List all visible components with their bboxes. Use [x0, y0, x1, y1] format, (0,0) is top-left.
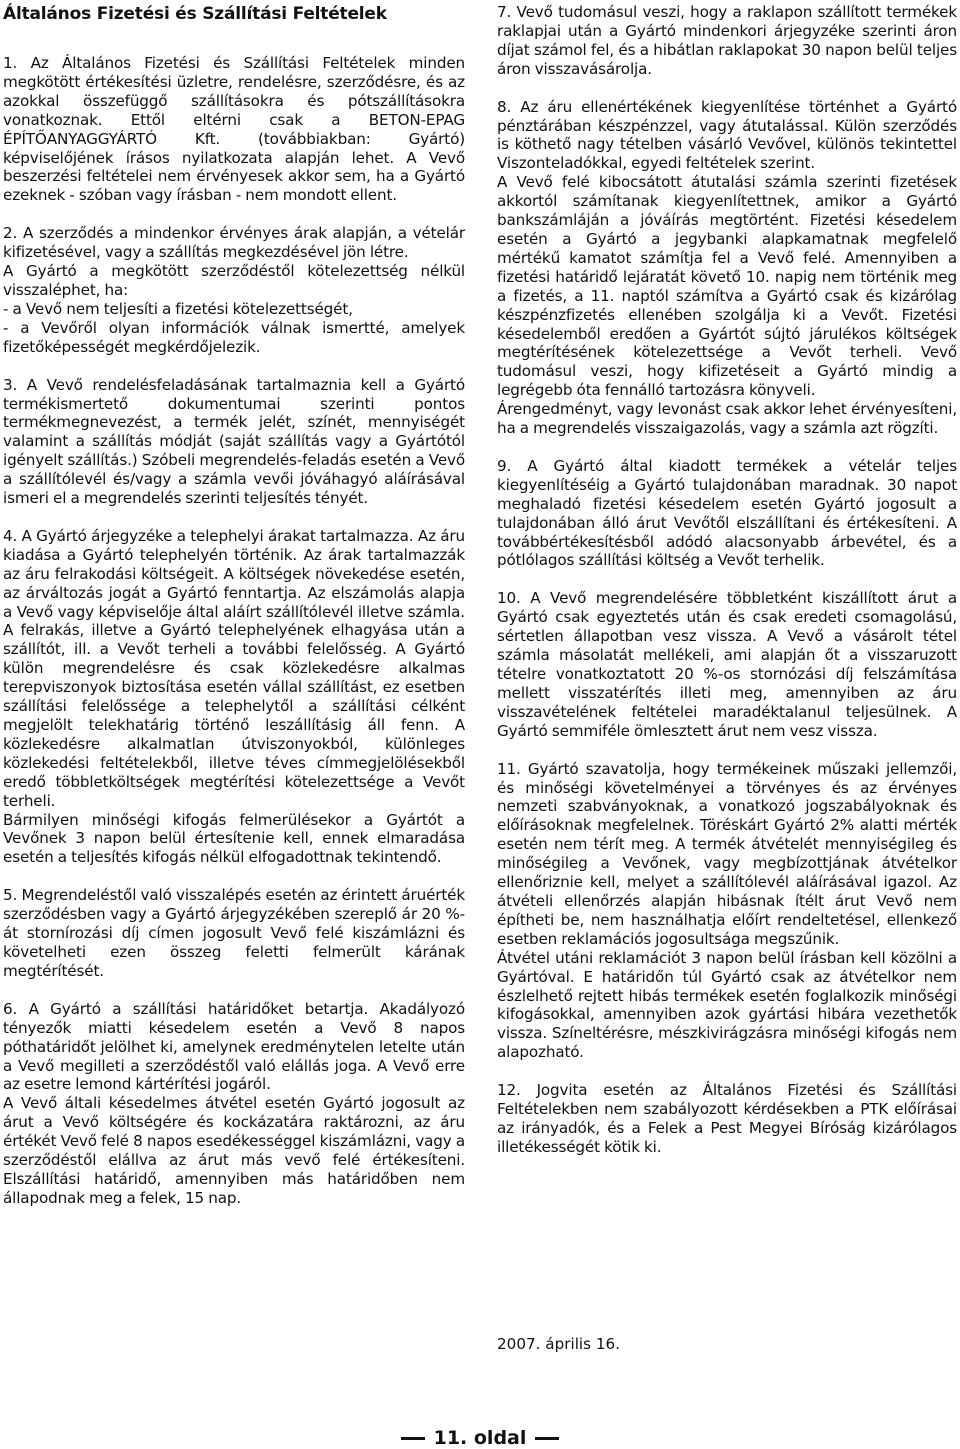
document-title: Általános Fizetési és Szállítási Feltételek: [3, 4, 387, 24]
section: [3, 886, 465, 981]
right-sections: [497, 0, 957, 1157]
page-footer: [0, 1427, 960, 1449]
paragraph: 11. Gyártó szavatolja, hogy termékeinek műszaki jellemzői, és minőségi követelményei a törvényes és az érvényes nemzeti szabványoknak, a vonatkozó jogszabályoknak és előírásoknak megfelelnek. Töréskárt Gyártó 2% alatti mérték esetén nem térít meg. A termék átvételét mennyiségileg és minőségileg a Vevőnek, vagy megbízottjának átvételkor ellenőriznie kell, melyet a szállítólevél aláírásával igazol. Az átvételi ellenőrzés alapján hibásnak ítélt árut Vevő nem építheti be, nem használhatja előírt rendeltetésel, ellenkező esetben reklamációs jogosultsága megszűnik.: [497, 759, 957, 948]
paragraph: A Vevő felé kibocsátott átutalási számla szerinti fizetések akkortól számítanak kiegyenlítettnek, amikor a Gyártó bankszámláján a jóváírás megtörtént. Fizetési késedelem esetén a Gyártó a jegybanki alapkamatnak megfelelő mértékű kamatot számítja fel a Vevő felé. Amennyiben a fizetési határidő lejáratát követő 10. napig nem történik meg a fizetés, a 11. naptól számítva a Gyártó csak és kizárólag készpénzfizetés ellenében szolgálja ki a Vevőt. Fizetési késedelemből eredően a Gyártót sújtó járulékos költségek megtérítésének kötelezettsége a Vevőt terheli. Vevő tudomásul veszi, hogy kifizetéseit a Gyártó mindig a legrégebb óta fennálló tartozásra könyveli.: [497, 173, 957, 400]
left-sections: [3, 54, 465, 1208]
section: [497, 1081, 957, 1157]
left-column: [3, 0, 465, 1227]
paragraph: 4. A Gyártó árjegyzéke a telephelyi árakat tartalmazza. Az áru kiadása a Gyártó telephelyén történik. Az árak tartalmazzák az áru felrakodási költségeit. A költségek növekedése esetén, az árváltozás jogát a Gyártó fenntartja. Az elszámolás alapja a Vevő vagy képviselője által aláírt szállítólevél illetve számla. A felrakás, illetve a Gyártó telephelyének elhagyása után a szállítót, ill. a Vevőt terheli a további felelősség. A Gyártó külön megrendelésre és csak közlekedésre alkalmas terepviszonyok biztosítása esetén vállal szállítást, ez esetben szállítási felelőssége a telephelytől a szállítási célként megjelölt telekhatárig történő leszállításig áll fenn. A közlekedésre alkalmatlan útviszonyokból, különleges közlekedési feltételekből, illetve téves címmegjelölésekből eredő többletköltségek megtérítési kötelezettsége a Vevőt terheli.: [3, 526, 465, 810]
paragraph: 12. Jogvita esetén az Általános Fizetési és Szállítási Feltételekben nem szabályozott kérdésekben a PTK előírásai az irányadók, és a Felek a Pest Megyei Bíróság kizárólagos illetékességét kötik ki.: [497, 1081, 957, 1156]
footer-dash-right: [535, 1437, 559, 1440]
paragraph: 2. A szerződés a mindenkor érvényes árak alapján, a vételár kifizetésével, vagy a szállítás megkezdésével jön létre.: [3, 224, 465, 262]
section: [3, 54, 465, 205]
paragraph: 1. Az Általános Fizetési és Szállítási Feltételek minden megkötött értékesítési üzletre, rendelésre, szerződésre, és az azokkal összefüggő szállításokra és pótszállításokra vonatkoznak. Ettől eltérni csak a BETON-EPAG ÉPÍTŐANYAGGYÁRTÓ Kft. (továbbiakban: Gyártó) képviselőjének írásos nyilatkozata alapján lehet. A Vevő beszerzési feltételei nem érvényesek akkor sem, ha a Gyártó ezeknek - szóban vagy írásban - nem mondott ellent.: [3, 54, 465, 205]
section: [3, 1000, 465, 1208]
paragraph: A Vevő általi késedelmes átvétel esetén Gyártó jogosult az árut a Vevő költségére és kockázatára raktározni, az áru értékét Vevő felé 8 napos esedékességgel kiszámlázni, vagy a szerződéstől elállva az árut más vevő felé értékesíteni. Elszállítási határidő, amennyiben más határidőben nem állapodnak meg a felek, 15 nap.: [3, 1094, 465, 1207]
section: [497, 589, 957, 740]
section: [497, 457, 957, 570]
paragraph: 3. A Vevő rendelésfeladásának tartalmaznia kell a Gyártó termékismertető dokumentumai szerinti pontos termékmegnevezést, a termék jelét, színét, mennyiségét valamint a szállítás módját (saját szállítás vagy a Gyártótól igényelt szállítás.) Szóbeli megrendelés-feladás esetén a Vevő a szállítólevél és/vagy a számla vevői jóváhagyó aláírásával ismeri el a megrendelés szerinti teljesítés tényét.: [3, 375, 465, 508]
section: [3, 224, 465, 356]
section: [3, 376, 465, 508]
paragraph: Átvétel utáni reklamációt 3 napon belül írásban kell közölni a Gyártóval. E határidőn túl Gyártó csak az átvételkor nem észlelhető rejtett hibás termékek esetén foglalkozik minőségi kifogásokkal, amennyiben azok gyártási hibára vezethetők vissza. Színeltérésre, mészkivirágzásra minőségi kifogás nem alapozható.: [497, 948, 957, 1062]
paragraph: 8. Az áru ellenértékének kiegyenlítése történhet a Gyártó pénztárában készpénzzel, vagy átutalással. Külön szerződés is köthető nagy tételben vásárló Vevővel, különös tekintettel Viszonteladókkal, egyedi feltételek szerint.: [497, 97, 957, 173]
paragraph: 6. A Gyártó a szállítási határidőket betartja. Akadályozó tényezők miatti késedelem esetén a Vevő 8 napos póthatáridőt jelölhet ki, amelynek eredménytelen letelte után a Vevő megilleti a szerződéstől való elállás joga. A Vevő erre az esetre lemond kártérítési jogáról.: [3, 999, 465, 1094]
document-date: 2007. április 16.: [497, 1335, 621, 1353]
section: [497, 0, 957, 79]
paragraph: A Gyártó a megkötött szerződéstől kötelezettség nélkül visszaléphet, ha:: [3, 262, 465, 299]
paragraph: Árengedményt, vagy levonást csak akkor lehet érvényesíteni, ha a megrendelés visszaigazolás, vagy a számla azt rögzíti.: [497, 400, 957, 438]
paragraph: 9. A Gyártó által kiadott termékek a vételár teljes kiegyenlítéséig a Gyártó tulajdonában maradnak. 30 napot meghaladó fizetési késedelem esetén Gyártó jogosult a tulajdonában álló árut Vevőtől elszállítani és értékesíteni. A továbbértékesítésből adódó alacsonyabb árbevétel, és a pótlólagos szállítási költség a Vevőt terhelik.: [497, 456, 957, 570]
paragraph: - a Vevő nem teljesíti a fizetési kötelezettségét,: [3, 299, 353, 318]
paragraph: 10. A Vevő megrendelésére többletként kiszállított árut a Gyártó csak egyeztetés után és csak eredeti csomagolású, sértetlen állapotban vesz vissza. A Vevő a vásárolt tétel számla másolatát mellékeli, ami alapján őt a visszaruzott tételre vonatkoztatott 20 %-os stornózási díj felszámítása mellett visszatérítés illeti meg, amennyiben az áru visszavételének feltételei maradéktalanul teljesülnek. A Gyártó semmiféle ömlesztett árut nem vesz vissza.: [497, 589, 957, 740]
page-number: 11. oldal: [433, 1427, 527, 1449]
paragraph: - a Vevőről olyan információk válnak ismertté, amelyek fizetőképességét megkérdőjelezik.: [3, 318, 465, 356]
paragraph: Bármilyen minőségi kifogás felmerülésekor a Gyártót a Vevőnek 3 napon belül értesítenie kell, ennek elmaradása esetén a teljesítés kifogás nélkül elfogadottnak tekintendő.: [3, 810, 465, 867]
footer-dash-left: [401, 1437, 425, 1440]
section: [497, 760, 957, 1063]
paragraph: 7. Vevő tudomásul veszi, hogy a raklapon szállított termékek raklapjai után a Gyártó mindenkori árjegyzéke szerinti áron díjat számol fel, és a hibátlan raklapokat 30 napon belül teljes áron visszavásárolja.: [497, 3, 957, 78]
section: [3, 527, 465, 867]
section: [497, 98, 957, 438]
paragraph: 5. Megrendeléstől való visszalépés esetén az érintett áruérték szerződésben vagy a Gyártó árjegyzékében szereplő ár 20 %-át stornírozási díj címen jogosult Vevő felé kiszámlázni és követelheti ezen összeg feletti felmerült kárának megtérítését.: [3, 886, 465, 980]
right-column: [497, 0, 957, 1176]
